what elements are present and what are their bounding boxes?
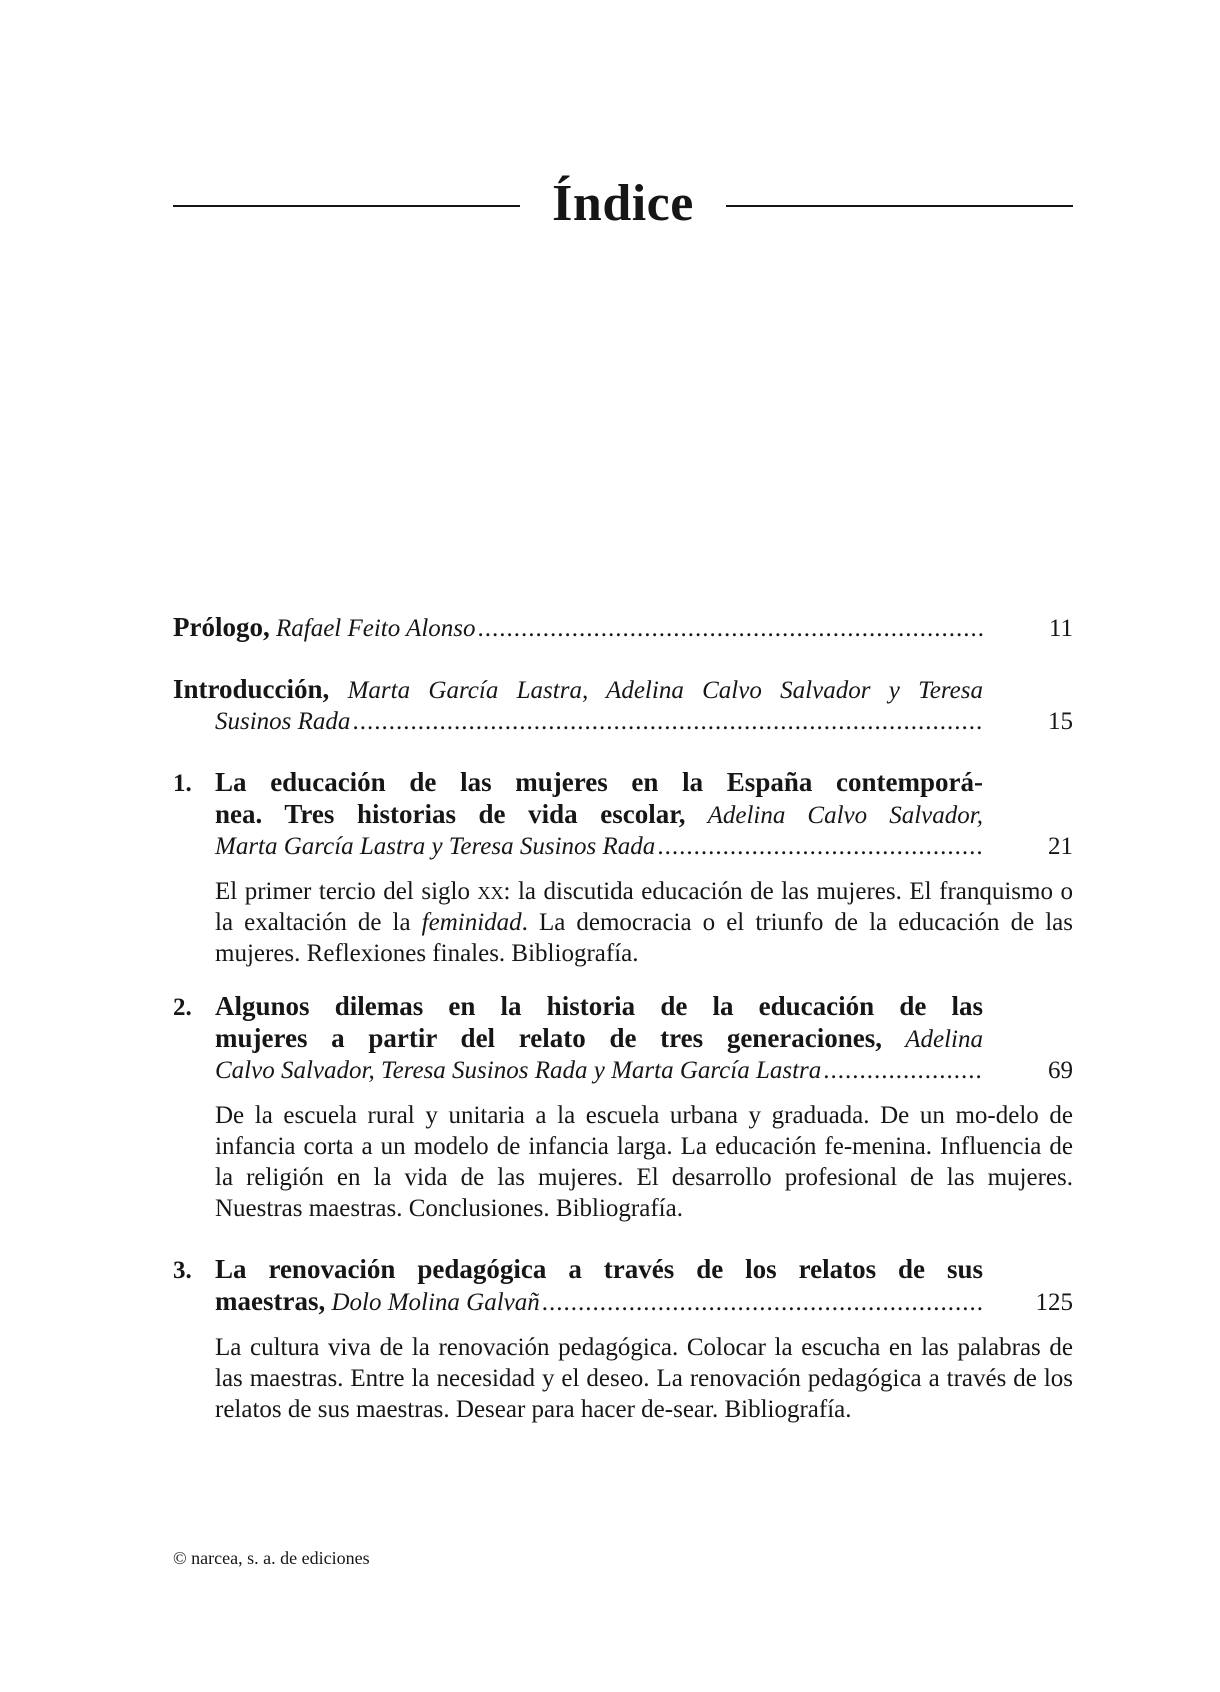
chapter-summary: De la escuela rural y unitaria a la escuela urbana y graduada. De un mo-delo de infancia corta a un modelo de infancia larga. La educación fe-menina. Influencia de la religión en la vida de las mujeres. El desarrollo profesional de las mujeres. Nuestras maestras. Conclusiones. Bibliografía.	[215, 1102, 1073, 1222]
leader-dots	[657, 831, 983, 862]
toc-entry-chapter-1[interactable]	[173, 767, 1073, 969]
page-number: 125	[1035, 1289, 1073, 1316]
page-number: 21	[1048, 833, 1073, 860]
entry-authors: Marta García Lastra, Adelina Calvo Salvador y Teresa	[347, 677, 984, 704]
page-number: 15	[1048, 708, 1073, 735]
toc-entry-chapter-3[interactable]	[173, 1254, 1073, 1425]
entry-authors: Dolo Molina Galvañ	[331, 1289, 540, 1316]
page-header	[173, 175, 1073, 232]
page-number: 69	[1048, 1057, 1073, 1084]
chapter-summary: La cultura viva de la renovación pedagógica. Colocar la escucha en las palabras de las maestras. Entre la necesidad y el deseo. La renovación pedagógica a través de los relatos de sus maestras. Desear para hacer de-sear. Bibliografía.	[215, 1334, 1073, 1423]
entry-authors: Rafael Feito Alonso	[275, 615, 476, 642]
toc-entry-chapter-2[interactable]	[173, 991, 1073, 1224]
entry-heading: Prólogo,	[173, 612, 270, 642]
copyright-footer: © narcea, s. a. de ediciones	[173, 1548, 370, 1568]
title-rule-left	[173, 205, 520, 207]
entry-authors: Adelina Calvo Salvador,	[707, 802, 983, 829]
entry-authors: Adelina	[905, 1026, 983, 1053]
leader-dots	[542, 1287, 983, 1318]
chapter-summary: El primer tercio del siglo xx: la discutida educación de las mujeres. El franquismo o la exaltación de la feminidad. La democracia o el triunfo de la educación de las mujeres. Reflexiones finales. Bibliografía.	[215, 878, 1073, 967]
entry-authors-cont: Calvo Salvador, Teresa Susinos Rada y Marta García Lastra	[215, 1057, 822, 1084]
entry-heading: La educación de las mujeres en la España contemporá-	[215, 767, 983, 797]
entry-authors-cont: Susinos Rada	[215, 708, 351, 735]
entry-heading: La renovación pedagógica a través de los relatos de sus	[215, 1254, 983, 1284]
leader-dots	[823, 1055, 983, 1086]
toc-entry-prologo[interactable]	[173, 612, 1073, 644]
entry-authors-cont: Marta García Lastra y Teresa Susinos Rada	[215, 833, 656, 860]
chapter-number: 3.	[173, 1257, 192, 1284]
page-number: 11	[1048, 615, 1073, 642]
leader-dots	[478, 613, 984, 644]
entry-heading-cont: mujeres a partir del relato de tres generaciones,	[215, 1023, 883, 1053]
page-title: Índice	[552, 175, 694, 232]
entry-heading: Algunos dilemas en la historia de la educación de las	[215, 991, 983, 1021]
chapter-number: 1.	[173, 770, 192, 797]
leader-dots	[352, 706, 983, 737]
entry-heading-cont: nea. Tres historias de vida escolar,	[215, 799, 686, 829]
title-rule-right	[726, 205, 1073, 207]
table-of-contents	[173, 612, 1073, 1455]
entry-heading-cont: maestras,	[215, 1286, 326, 1316]
entry-heading: Introducción,	[173, 674, 330, 704]
chapter-number: 2.	[173, 994, 192, 1021]
toc-entry-introduccion[interactable]	[173, 674, 1073, 737]
